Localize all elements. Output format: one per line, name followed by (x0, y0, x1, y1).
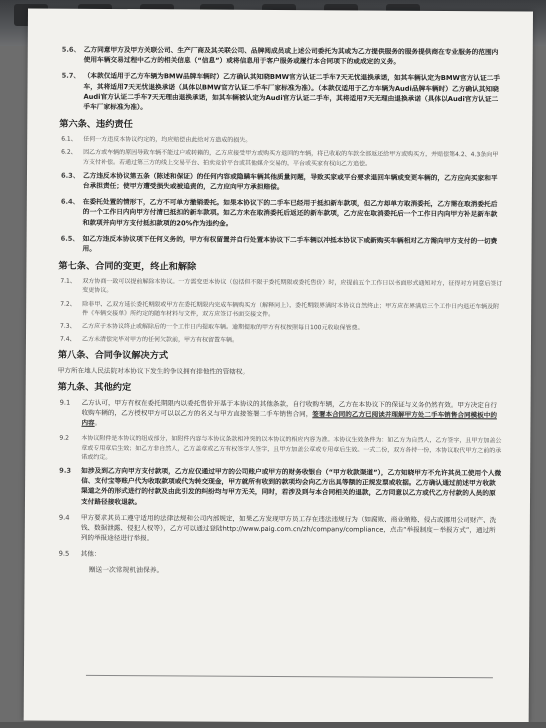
contract-content (53, 45, 505, 584)
clause-text-end: 。 (94, 419, 102, 428)
clause-6-3 (55, 170, 504, 193)
clause-9-2 (53, 434, 502, 464)
clause-number: 7.2、 (60, 300, 76, 308)
clause-6-5 (55, 233, 504, 256)
clause-number: 7.4、 (59, 335, 76, 344)
clause-number: 9.4 (58, 513, 70, 522)
clause-9-1 (53, 398, 502, 431)
clause-text: 甲方要求其员工遵守适用的法律法规和公司内部规定，如果乙方发现甲方员工存在违法违规行为（如腐败、商业贿赂、侵占或挪用公司财产、洗钱、数据泄露、侵犯人权等），乙方可以通过登陆http://www.paig.com.cn/zh/company/compliance，点击“举报制度－举报方式”，通过所列的举报途径进行举报。 (80, 513, 497, 543)
section-heading-9: 第九条、其他约定 (57, 382, 132, 394)
clause-text: 乙方违反本协议第五条（陈述和保证）的任何内容或隐瞒车辆其他质量问题，导致买家或平台要求退回车辆或变更车辆的，乙方应向买家和平台承担责任；使甲方遭受损失或被追责的，乙方应向甲方承担赔偿。 (82, 171, 498, 192)
clause-text: 任何一方违反本协议约定的，均应赔偿由此给对方造成的损失。 (83, 136, 252, 145)
section-heading-6: 第六条、违约责任 (59, 118, 133, 131)
note-underline (86, 675, 493, 678)
clause-text: 如乙方违反本协议项下任何义务的，甲方有权留置并自行处置本协议下二手车辆以冲抵本协议下或新购买车辆相对乙方需向甲方支付的一切费用。 (82, 234, 498, 253)
clause-number: 9.5 (58, 549, 70, 558)
clause-6-4 (55, 197, 504, 230)
table-surface (0, 722, 546, 728)
clause-number: 9.2 (59, 435, 69, 443)
clause-text: 如涉及到乙方向甲方支付款项，乙方应仅通过甲方的公司账户或甲方的财务收银台（“甲方收款渠道”），乙方知晓甲方不允许其员工使用个人微信、支付宝等账户代为收取款项或代为转交现金，甲方就所有收到的款项均会向乙方出具等额的正规发票或收据。乙方确认通过前述甲方收款渠道之外的形式进行的付款及由此引发的纠纷均与甲方无关，同时，若涉及到与本合同相关的退款，乙方同意以乙方或代乙方付款的人员的原支付路径接收退款。 (80, 466, 502, 506)
clause-text: 本协议附件是本协议的组成部分，如附件内容与本协议条款相冲突的以本协议的相应内容为准。本协议生效条件为：如乙方为自然人，乙方签字，且甲方加盖公章或专用章后生效；如乙方非自然人，乙方盖章或乙方有权签字人签字，且甲方加盖公章或专用章后生效。一式二份，双方各持一份，本协议取代甲方之前的承诺或约定。 (81, 435, 502, 461)
clause-9-4 (53, 513, 502, 546)
clause-text: 乙方未清偿完毕对甲方的任何欠款前，甲方有权留置车辆。 (81, 336, 239, 345)
handwritten-note: 赠送一次常规机油保养。 (88, 565, 164, 575)
clause-text: 乙方同意甲方及甲方关联公司、生产厂商及其关联公司、品牌阅成员或上述公司委托为其或为乙方提供服务的服务提供商在专业服务的范围内使用车辆交易过程中乙方的相关信息（“信息”）或将信息用于客户服务或履行本合同项下的或成定的义务。 (83, 45, 499, 66)
clause-7-2 (54, 299, 503, 320)
clause-number: 9.3 (59, 466, 72, 475)
clause-number: 6.2、 (61, 149, 77, 157)
clause-number: 6.3、 (60, 171, 80, 180)
clause-text: 除非甲、乙双方延长委托期限或甲方在委托期限内完成车辆购买方（解释同上），委托期限界满时本协议自然终止；甲方应在界满后三个工作日内退还车辆及附件《车辆交接单》所约定的随车材料与文件，双方应签订书面交接文件。 (82, 300, 500, 318)
clause-number: 6.1、 (61, 135, 77, 143)
clause-number: 6.4、 (60, 197, 80, 207)
section-8-text: 甲方所在地人民法院对本协议下发生的争议拥有排他性的管辖权。 (57, 367, 250, 377)
clause-7-3 (54, 322, 503, 334)
clause-text: 双方协商一致可以提前解除本协议。一方需变更本协议（包括但不限于委托期限或委托售价）时，应提前五个工作日以书面形式通知对方，征得对方同意后签订变更协议。 (82, 278, 503, 295)
clause-number: 9.1 (59, 399, 71, 408)
clause-7-4 (54, 335, 503, 347)
clause-5-7 (55, 71, 504, 115)
clause-text: 其他： (80, 549, 101, 558)
clause-number: 5.6、 (61, 45, 81, 54)
clause-6-2 (55, 148, 504, 169)
clause-6-1 (55, 135, 504, 147)
clause-9-3 (53, 466, 502, 510)
clause-7-1 (54, 277, 503, 298)
clause-5-6 (56, 45, 505, 68)
clause-text: 在委托处置的情形下，乙方不可单方撤销委托。如果本协议下的二手车已经用于抵扣新车款项，但乙方却单方取消委托，乙方需在取消委托后的一个工作日内向甲方付清已抵扣的新车款项。如乙方未在取消委托后返还的新车款项，乙方应在取消委托后一个工作日内向甲方补足新车款和款项并向甲方支付抵扣款项的20%作为违约金。 (82, 198, 498, 228)
clause-number: 7.3、 (60, 322, 76, 330)
clause-9-5 (53, 549, 502, 562)
section-heading-7: 第七条、合同的变更，终止和解除 (58, 260, 197, 273)
clause-text-emphasis: 签署本合同的乙方已阅读并理解甲方处二手车销售合同模板中的内容 (81, 410, 497, 428)
contract-page (24, 8, 533, 723)
clause-number: 5.7、 (61, 72, 81, 81)
clause-text: （本款仅适用于乙方车辆为BMW品牌车辆时）乙方确认其知晓BMW官方认证二手车7天无忧退换承诺，如其车辆认定为BMW官方认证二手车，其将适用7天无忧退换承诺（具体以BMW官方认证二手车厂家标准为准）。（本款仅适用于乙方车辆为Audi品牌车辆时）乙方确认其知晓Audi官方认证二手车7天无理由退换承诺，如其车辆被认定为Audi官方认证二手车，其将适用7天无理由退换承诺（具体以Audi官方认证二手车厂家标准为准）。 (83, 72, 501, 112)
clause-text: 因乙方或车辆的原因导致车辆不能过户或转籍的，乙方应接受甲方或购买方退回的车辆，将已收取的车款全部返还给甲方或购买方，并赔偿第4.2、4.3条向甲方支付补偿。若通过第三方的线上交易平台、拍卖竞价平台或其他媒介交易的，平台或买家有权向乙方追偿。 (83, 149, 499, 168)
clause-number: 7.1、 (60, 277, 76, 286)
clause-number: 6.5、 (60, 234, 80, 243)
clause-text: 乙方认可，甲方有权在委托期限内以委托售价开基于本协议的其他条款，自行收购车辆，乙方在本协议下的保证与义务仍然有效。甲方决定自行收购车辆的，乙方授权甲方可以以乙方的名义与甲方直接签署二手车销售合同， (81, 399, 498, 419)
section-heading-8: 第八条、合同争议解决方式 (57, 350, 169, 362)
clause-text: 乙方应于本协议终止或解除后的一个工作日内提取车辆。逾期提取的甲方有权按照每日100元收取保管费。 (82, 322, 364, 332)
